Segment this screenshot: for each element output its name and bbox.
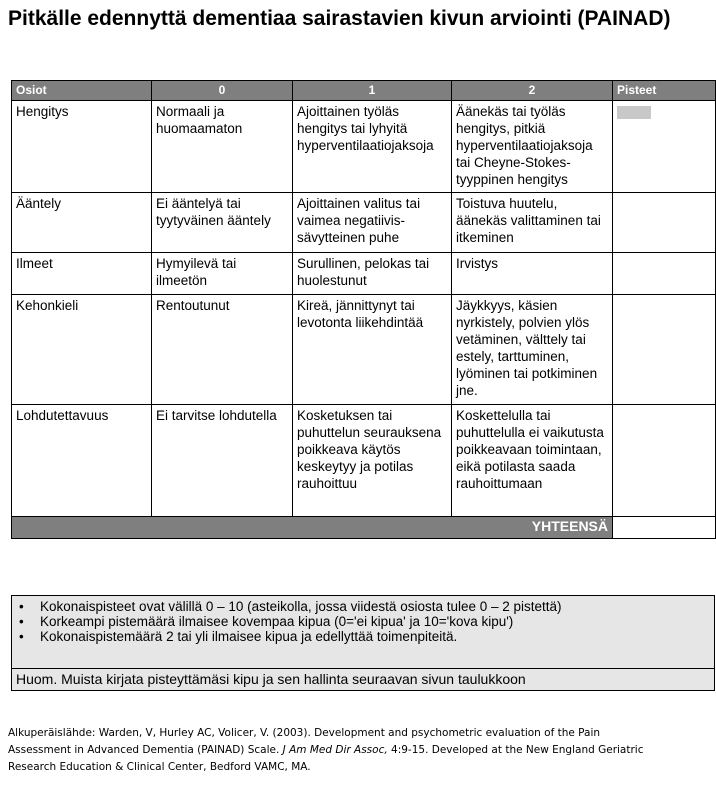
row-score-0: Ei ääntelyä tai tyytyväinen ääntely — [152, 193, 293, 253]
source-rest: 4:9-15. Developed at the New England Geriatric Research Education & Clinical Center, Bedford VAMC, MA. — [8, 744, 644, 773]
score-input-box[interactable] — [617, 106, 651, 119]
table-row — [12, 253, 716, 295]
header-score-0: 0 — [152, 81, 293, 101]
table-header-row — [12, 81, 716, 101]
bullet-icon: • — [19, 599, 24, 614]
row-score-1: Kireä, jännittynyt tai levotonta liikehdintää — [293, 295, 452, 405]
row-score-1: Ajoittainen työläs hengitys tai lyhyitä hyperventilaatiojaksoja — [293, 101, 452, 193]
list-item — [19, 599, 714, 614]
header-osiot: Osiot — [12, 81, 152, 101]
note-text: Kokonaispisteet ovat välillä 0 – 10 (asteikolla, jossa viidestä osiosta tulee 0 – 2 pistettä) — [40, 599, 562, 614]
row-score-1: Ajoittainen valitus tai vaimea negatiivis-sävytteinen puhe — [293, 193, 452, 253]
row-score-2: Äänekäs tai työläs hengitys, pitkiä hyperventilaatiojaksoja tai Cheyne-Stokes-tyyppinen hengitys — [452, 101, 613, 193]
painad-table — [11, 80, 716, 539]
row-points-cell[interactable] — [613, 405, 716, 517]
row-points-cell[interactable] — [613, 295, 716, 405]
row-item: Hengitys — [12, 101, 152, 193]
notes-spacer — [12, 648, 714, 669]
table-row — [12, 101, 716, 193]
row-score-1: Surullinen, pelokas tai huolestunut — [293, 253, 452, 295]
source-authors: Warden, V, Hurley AC, Volicer, V. (2003). Development and psychometric evaluation of the Pain Assessment in Advanced Dementia (PAINAD) Scale. — [8, 727, 601, 756]
header-score-1: 1 — [293, 81, 452, 101]
row-score-0: Ei tarvitse lohdutella — [152, 405, 293, 517]
note-text: Kokonaispistemäärä 2 tai yli ilmaisee kipua ja edellyttää toimenpiteitä. — [40, 629, 458, 644]
row-points-cell[interactable] — [613, 193, 716, 253]
bullet-icon: • — [19, 614, 24, 629]
total-value-cell[interactable] — [613, 517, 716, 539]
total-label: YHTEENSÄ — [12, 517, 613, 539]
row-item: Lohdutettavuus — [12, 405, 152, 517]
notes-list — [12, 596, 714, 648]
table-row — [12, 193, 716, 253]
row-score-2: Koskettelulla tai puhuttelulla ei vaikutusta poikkeavaan toimintaan, eikä potilasta saada rauhoittumaan — [452, 405, 613, 517]
note-text: Korkeampi pistemäärä ilmaisee kovempaa kipua (0='ei kipua' ja 10='kova kipu') — [40, 614, 514, 629]
header-score-2: 2 — [452, 81, 613, 101]
source-citation — [8, 725, 648, 776]
bullet-icon: • — [19, 629, 24, 644]
row-item: Ääntely — [12, 193, 152, 253]
huom-note: Huom. Muista kirjata pisteyttämäsi kipu ja sen hallinta seuraavan sivun taulukkoon — [16, 671, 526, 687]
header-pisteet: Pisteet — [613, 81, 716, 101]
row-score-2: Toistuva huutelu, äänekäs valittaminen tai itkeminen — [452, 193, 613, 253]
source-journal: J Am Med Dir Assoc, — [282, 744, 388, 756]
row-score-0: Normaali ja huomaamaton — [152, 101, 293, 193]
row-item: Kehonkieli — [12, 295, 152, 405]
list-item — [19, 614, 714, 629]
row-score-0: Hymyilevä tai ilmeetön — [152, 253, 293, 295]
document-title: Pitkälle edennyttä dementiaa sairastavien kivun arviointi (PAINAD) — [8, 7, 671, 30]
row-points-cell[interactable] — [613, 101, 716, 193]
table-row — [12, 405, 716, 517]
source-label: Alkuperäislähde: — [8, 727, 96, 739]
row-score-2: Irvistys — [452, 253, 613, 295]
row-score-0: Rentoutunut — [152, 295, 293, 405]
total-row — [12, 517, 716, 539]
table-row — [12, 295, 716, 405]
list-item — [19, 629, 714, 644]
row-item: Ilmeet — [12, 253, 152, 295]
notes-box — [11, 595, 715, 691]
row-points-cell[interactable] — [613, 253, 716, 295]
row-score-2: Jäykkyys, käsien nyrkistely, polvien ylös vetäminen, välttely tai estely, tarttuminen, lyöminen tai potkiminen jne. — [452, 295, 613, 405]
row-score-1: Kosketuksen tai puhuttelun seurauksena poikkeava käytös keskeytyy ja potilas rauhoittuu — [293, 405, 452, 517]
